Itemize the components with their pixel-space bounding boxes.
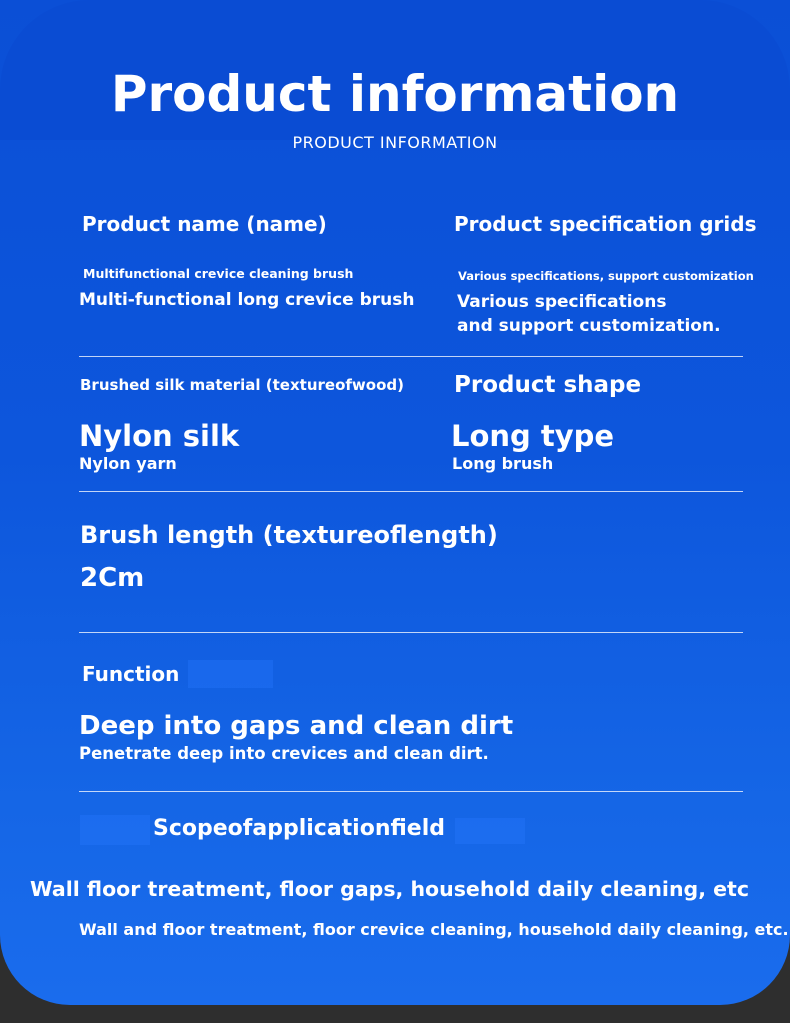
function-note: Penetrate deep into crevices and clean dirt.: [79, 744, 489, 763]
specification-note: Various specifications, support customization: [458, 269, 754, 283]
divider: [79, 632, 743, 633]
divider: [79, 356, 743, 357]
label-highlight: [80, 815, 150, 845]
function-label: Function: [82, 662, 180, 686]
page-title: Product information: [110, 65, 680, 123]
page-subtitle: PRODUCT INFORMATION: [292, 133, 498, 152]
brush-length-value: 2Cm: [80, 563, 145, 593]
product-name-note: Multifunctional crevice cleaning brush: [83, 266, 354, 281]
product-name-value: Multi-functional long crevice brush: [79, 290, 415, 310]
label-highlight: [188, 660, 273, 688]
specification-value-line1: Various specifications: [457, 292, 667, 312]
specification-label: Product specification grids: [454, 212, 757, 236]
shape-note: Long brush: [452, 454, 554, 473]
scope-value: Wall floor treatment, floor gaps, household daily cleaning, etc: [30, 877, 750, 901]
shape-value: Long type: [451, 419, 615, 453]
shape-label: Product shape: [454, 372, 642, 398]
divider: [79, 491, 743, 492]
scope-note: Wall and floor treatment, floor crevice cleaning, household daily cleaning, etc.: [79, 920, 789, 939]
scope-label: Scopeofapplicationfield: [153, 816, 446, 841]
divider: [79, 791, 743, 792]
material-note: Nylon yarn: [79, 454, 177, 473]
material-label: Brushed silk material (textureofwood): [80, 376, 404, 394]
brush-length-label: Brush length (textureoflength): [80, 521, 498, 549]
product-name-label: Product name (name): [82, 212, 327, 236]
label-highlight: [455, 818, 525, 844]
specification-value-line2: and support customization.: [457, 316, 721, 336]
function-value: Deep into gaps and clean dirt: [79, 711, 514, 741]
material-value: Nylon silk: [79, 419, 240, 453]
